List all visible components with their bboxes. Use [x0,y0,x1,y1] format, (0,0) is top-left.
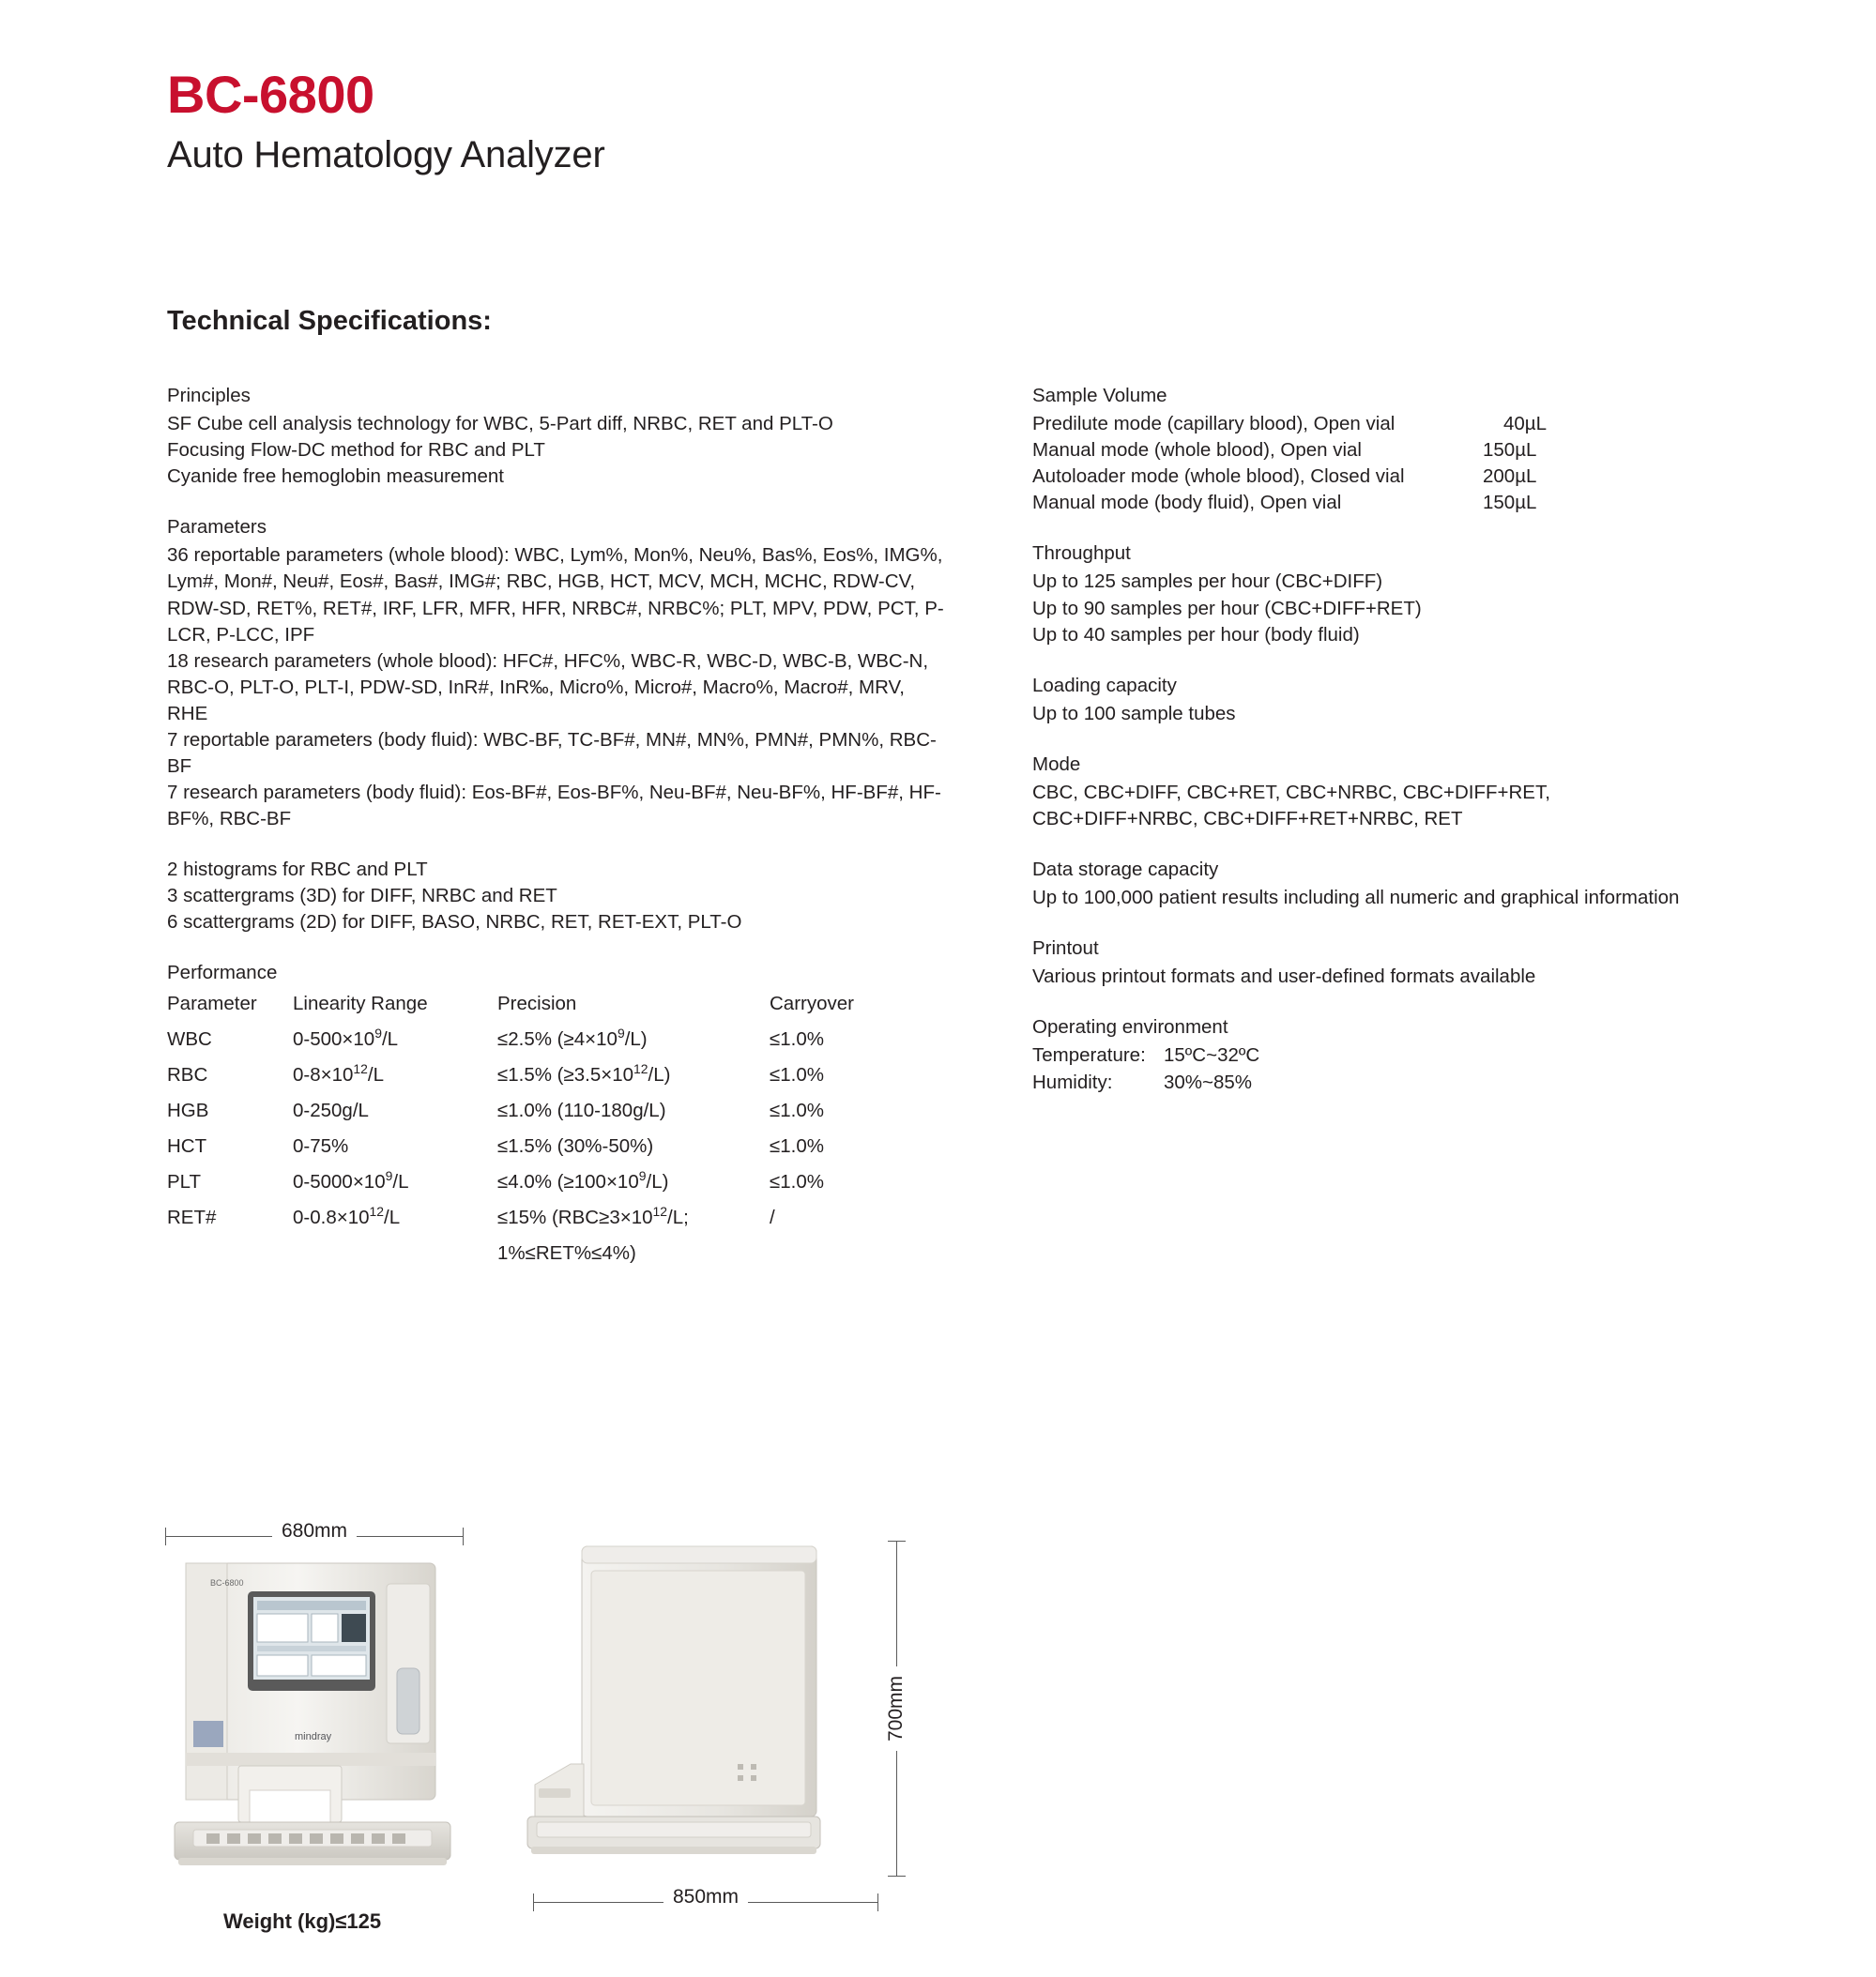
printout-block [1032,935,1746,990]
side-view-svg [526,1539,835,1877]
right-column [1032,383,1746,1120]
cell-parameter: RBC [167,1063,208,1086]
sample-volume-label: Predilute mode (capillary blood), Open vial [1032,413,1396,435]
cell-parameter: HCT [167,1134,207,1157]
table-row [167,1098,920,1133]
cell-precision: ≤1.0% (110-180g/L) [497,1099,666,1121]
column-header-parameter: Parameter [167,992,257,1014]
dimension-cap-right [463,1528,464,1545]
throughput-block [1032,540,1746,647]
performance-title: Performance [167,962,278,984]
side-width-dimension [533,1886,878,1918]
cell-precision: ≤1.5% (30%-50%) [497,1134,654,1157]
front-width-dimension [165,1520,464,1552]
sample-volume-value: 150µL [1483,492,1537,514]
table-row [167,1027,920,1062]
cell-linearity-range: $0-5000\times 10^9/L$ [293,1168,409,1193]
cell-linearity-range: $0-8\times 10^{12}/L$ [293,1060,385,1086]
sample-volume-row [1032,464,1746,490]
dimension-cap-left [533,1893,534,1911]
principles-line: SF Cube cell analysis technology for WBC, 5-Part diff, NRBC, RET and PLT-O [167,413,833,435]
sample-volume-label: Manual mode (body fluid), Open vial [1032,492,1342,514]
cell-carryover [770,1240,920,1276]
column-header-precision: Precision [497,992,577,1014]
data-storage-line: Up to 100,000 patient results including all numeric and graphical information [1032,887,1680,909]
cell-carryover: / [770,1207,775,1229]
operating-environment-block [1032,1014,1746,1095]
temperature-label: Temperature: [1032,1044,1146,1067]
cell-parameter [167,1240,293,1276]
data-storage-title: Data storage capacity [1032,859,1219,881]
cell-carryover: ≤1.0% [770,1027,824,1050]
sample-volume-row [1032,411,1746,437]
table-row [167,1169,920,1205]
table-row [167,1240,920,1276]
cell-linearity-range: 0-75% [293,1134,349,1157]
front-width-label: 680mm [272,1520,357,1543]
performance-table-body [167,1027,920,1277]
cell-precision: ≤4.0% $(\ge 100\times 10^9/L)$ [497,1168,669,1193]
parameters-title: Parameters [167,516,267,539]
analyzer-side-view [526,1539,835,1877]
sample-volume-value: 150µL [1483,439,1537,462]
table-header-row [167,991,920,1027]
cell-precision: ≤2.5% $(\ge 4\times 10^9/L)$ [497,1025,648,1050]
cell-precision: 1%≤RET%≤4%) [497,1242,636,1265]
principles-line: Cyanide free hemoglobin measurement [167,465,504,488]
cell-carryover: ≤1.0% [770,1063,824,1086]
column-header-carryover: Carryover [770,992,854,1014]
product-figures [0,1483,1876,1970]
principles-line: Focusing Flow-DC method for RBC and PLT [167,439,545,462]
cell-parameter: HGB [167,1099,209,1121]
svg-text:mindray: mindray [295,1731,332,1742]
humidity-label: Humidity: [1032,1071,1113,1093]
parameters-line: 7 reportable parameters (body fluid): WBC-BF, TC-BF#, MN#, MN%, PMN#, PMN%, RBC-BF [167,728,937,778]
operating-environment-title: Operating environment [1032,1016,1228,1039]
cell-linearity-range: 0-250g/L [293,1099,369,1121]
table-row [167,1133,920,1169]
dimension-cap-left [165,1528,166,1545]
cell-linearity-range: $0-0.8\times 10^{12}/L$ [293,1204,401,1229]
cell-parameter: PLT [167,1170,202,1193]
parameters-line: 7 research parameters (body fluid): Eos-BF#, Eos-BF%, Neu-BF#, Neu-BF%, HF-BF#, HF-BF%, RBC-BF [167,782,941,830]
cell-carryover: ≤1.0% [770,1099,824,1121]
page-header [167,65,605,176]
side-width-label: 850mm [663,1886,748,1909]
temperature-row [1032,1042,1746,1069]
side-height-dimension [880,1541,912,1877]
cell-parameter: WBC [167,1027,212,1050]
cell-precision: ≤15% ($RBC\ge 3\times 10^{12}/L$; [497,1204,689,1229]
cell-precision: ≤1.5% $(\ge 3.5\times 10^{12}/L)$ [497,1060,671,1086]
loading-capacity-block [1032,673,1746,727]
parameters-line: 36 reportable parameters (whole blood): WBC, Lym%, Mon%, Neu%, Bas%, Eos%, IMG%, Lym#, Mon#, Neu#, Eos#, Bas#, IMG#; RBC, HGB, HCT, MCV, MCH, MCHC, RDW-CV, RDW-SD, RET%, RET#, IRF, LFR, MFR, HFR, NRBC#, NRBC%; PLT, MPV, PDW, PCT, P-LCR, P-LCC, IPF [167,544,944,646]
cell-carryover: ≤1.0% [770,1134,824,1157]
mode-line: CBC, CBC+DIFF, CBC+RET, CBC+NRBC, CBC+DIFF+RET, [1032,781,1550,803]
column-header-linearity: Linearity Range [293,992,428,1014]
mode-line: CBC+DIFF+NRBC, CBC+DIFF+RET+NRBC, RET [1032,808,1463,830]
parameters-block [167,514,946,832]
data-storage-block [1032,857,1746,911]
cell-parameter: RET# [167,1207,217,1229]
cell-carryover: ≤1.0% [770,1170,824,1193]
parameters-line: 18 research parameters (whole blood): HFC#, HFC%, WBC-R, WBC-D, WBC-B, WBC-N, RBC-O, PLT-O, PLT-I, PDW-SD, InR#, InR‰, Micro%, Micro#, Macro%, Macro#, MRV, RHE [167,649,929,724]
front-view-svg [165,1556,484,1875]
humidity-value: 30%~85% [1164,1071,1253,1093]
dimension-cap-right [877,1893,878,1911]
dimension-cap-bottom [888,1876,906,1877]
product-title: BC-6800 [167,65,374,124]
performance-table [167,991,920,1277]
left-column [167,383,946,1300]
svg-text:BC-6800: BC-6800 [210,1578,244,1588]
product-subtitle: Auto Hematology Analyzer [167,133,605,175]
weight-label: Weight (kg)≤125 [223,1909,382,1933]
mode-block [1032,752,1746,832]
graphics-line: 2 histograms for RBC and PLT [167,859,428,881]
humidity-row [1032,1070,1746,1096]
temperature-value: 15ºC~32ºC [1164,1044,1260,1067]
dimension-cap-top [888,1541,906,1542]
table-row [167,1062,920,1098]
performance-block [167,960,946,1276]
sample-volume-value: 200µL [1483,465,1537,488]
cell-linearity-range [293,1240,497,1276]
sample-volume-label: Manual mode (whole blood), Open vial [1032,439,1362,462]
mode-title: Mode [1032,753,1081,775]
principles-block [167,383,946,490]
printout-title: Printout [1032,937,1099,960]
sample-volume-value: 40µL [1503,413,1548,435]
loading-capacity-line: Up to 100 sample tubes [1032,702,1236,724]
sample-volume-row [1032,490,1746,516]
principles-title: Principles [167,385,251,406]
table-row [167,1205,920,1240]
sample-volume-title: Sample Volume [1032,385,1167,406]
side-height-label: 700mm [885,1666,907,1751]
printout-line: Various printout formats and user-defined formats available [1032,966,1536,988]
throughput-line: Up to 125 samples per hour (CBC+DIFF) [1032,570,1383,593]
sample-volume-label: Autoloader mode (whole blood), Closed vial [1032,465,1405,488]
analyzer-front-view [165,1556,484,1875]
sample-volume-row [1032,437,1746,464]
graphics-line: 3 scattergrams (3D) for DIFF, NRBC and RET [167,885,557,907]
throughput-title: Throughput [1032,542,1131,565]
throughput-line: Up to 40 samples per hour (body fluid) [1032,623,1360,646]
sample-volume-block [1032,383,1746,516]
section-heading: Technical Specifications: [167,306,492,336]
graphics-line: 6 scattergrams (2D) for DIFF, BASO, NRBC, RET, RET-EXT, PLT-O [167,911,742,934]
loading-capacity-title: Loading capacity [1032,674,1177,696]
throughput-line: Up to 90 samples per hour (CBC+DIFF+RET) [1032,597,1422,619]
cell-linearity-range: $0-500\times 10^9/L$ [293,1025,399,1050]
graphics-block [167,857,946,935]
